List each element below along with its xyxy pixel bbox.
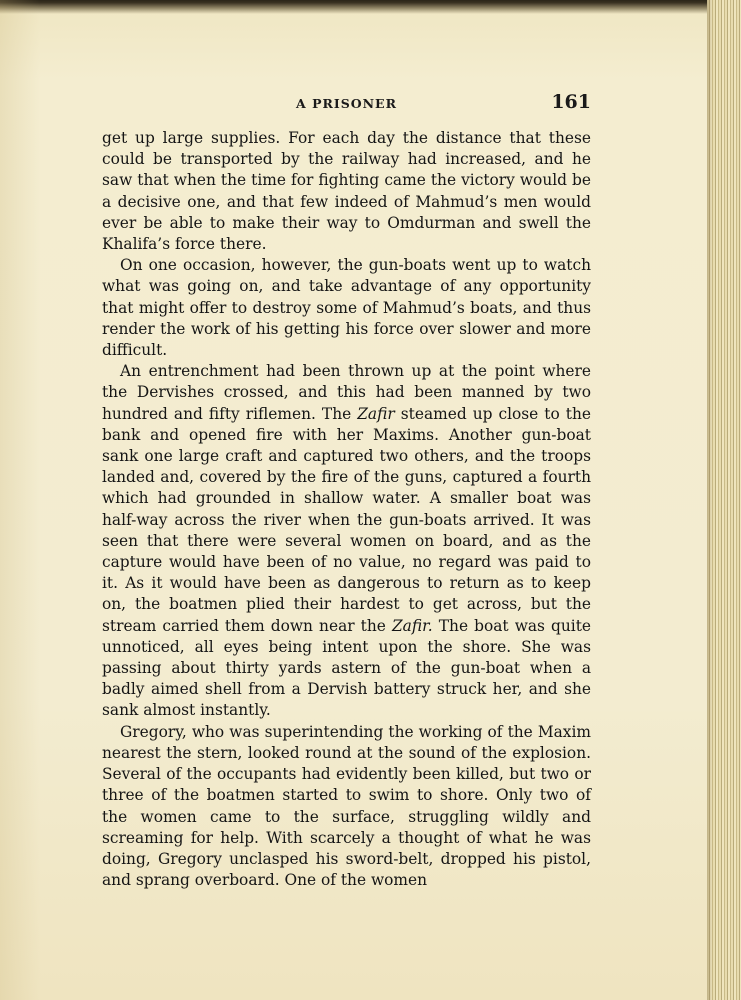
paragraph-4 [102,722,591,892]
text-run: get up large supplies. For each day the distance that these could be transported by the railway had increased, and he saw that when the time for fighting came the victory would be a decisive one, and that few indeed of Mahmud’s men would ever be able to make their way to Omdurman and swell the Khalifa’s force there. [102,129,591,254]
page-number: 161 [551,91,591,113]
paragraph-2 [102,255,591,361]
ship-name-italic: Zafir [357,404,395,423]
text-run: On one occasion, however, the gun-boats went up to watch what was going on, and take advantage of any opportunity that might offer to destroy some of Mahmud’s boats, and thus render the work of his getting his force over slower and more difficult. [102,256,591,360]
body-text [102,128,591,891]
text-run: The boat was quite unnoticed, all eyes being intent upon the shore. She was passing about thirty yards astern of the gun-boat when a badly aimed shell from a Dervish battery struck her, and she sank almost instantly. [102,616,592,720]
running-title: A PRISONER [296,96,397,111]
paragraph-1 [102,128,591,255]
running-head [102,93,591,117]
text-run: An entrenchment had been thrown up at the point where the Dervishes crossed, and this had been manned by two hundred and fifty riflemen. The [102,362,591,423]
page-content [102,93,591,891]
paragraph-3 [102,361,591,721]
text-run: steamed up close to the bank and opened fire with her Maxims. Another gun-boat sank one large craft and captured two others, and the troops landed and, covered by the fire of the guns, captured a fourth which had grounded in shallow water. A smaller boat was half-way across the river when the gun-boats arrived. It was seen that there were several women on board, and as the capture would have been of no value, no regard was paid to it. As it would have been as dangerous to return as to keep on, the boatmen plied their hardest to get across, but the stream carried them down near the [102,404,591,635]
page-top-shadow [0,0,741,14]
book-page-edges [707,0,741,1000]
gutter-shade [0,0,40,1000]
ship-name-italic: Zafir. [391,616,433,635]
text-run: Gregory, who was superintending the working of the Maxim nearest the stern, looked round at the sound of the explosion. Several of the occupants had evidently been killed, but two or three of the boatmen started to swim to shore. Only two of the women came to the surface, struggling wildly and screaming for help. With scarcely a thought of what he was doing, Gregory unclasped his sword-belt, dropped his pistol, and sprang overboard. One of the women [102,722,591,890]
